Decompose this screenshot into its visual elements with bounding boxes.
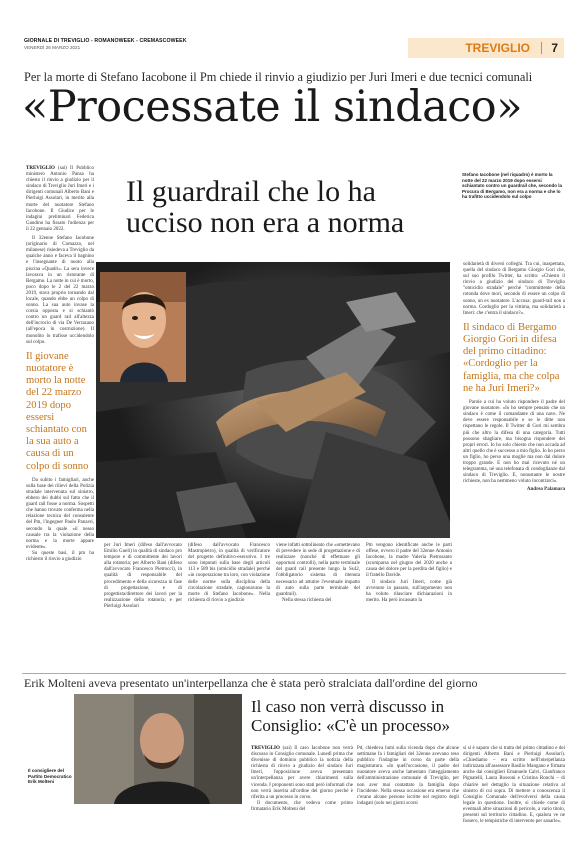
body-paragraph: Su queste basi, il pm ha richiesto il rinvio a giudizio [26,550,94,562]
body-paragraph: Parole a cui ha voluto rispondere il padre del giovane nuotatore. «Io ho sempre pensato che un sindaco è come il comandante di una nave. Ne deve essere responsabile e se le ditte non rispettano le regole. Il Twitter di Gori mi sembra più che altro la difesa di una categoria. Tutti possono sbagliare, ma bisogna rispondere dei propri errori. Io ho solo chiesto che non accada ad altri quello che è successo a mio figlio. Io ho perso un figlio, ho perso una moglie ma non dal dolore troppo grande. E non ho mai ricevuto né un telegramma, né una telefonata di condoglianze dal sindaco di Treviglio. E, nonostante le nostre richieste, non ha nemmeno voluto incontrarci». [463,400,565,485]
body-paragraph: Il 32enne Stefano Iacobone (originario di Comazzo, nel milanese) risiedeva a Treviglio da qualche anno e faceva il bagnino e l'insegnante di nuoto alla piscina «Quadri». La sera invece lavorava in un ristorante di Bergamo. La notte in cui è morto, poco dopo le 2 del 22 marzo 2019, stava proprio tornando dal locale, quando ebbe un colpo di sonno. La sua auto invase la corsia opposta e si schiantò contro un guard rail all'altezza dell'incrocio di via De Verrazano (all'epoca in costruzione). Il monolito lo trafisse uccidendolo sul colpo. [26,236,94,345]
councillor-photo [74,694,242,804]
article-column-b2 [188,543,270,604]
article2-column-3 [463,746,565,825]
article-column-1 [26,166,94,563]
body-paragraph: TREVIGLIO (sai) Il Pubblico ministero Antonio Pansa ha chiesto il rinvio a giudizio per il sindaco di Treviglio Juri Imeri e i dirigenti comunali Alberto Bani e Pierluigi Assolari, in merito alla morte del nuotatore Stefano Iacobone. Il Giudice per le indagini preliminari Federica Gaudino ha fissato l'udienza per il 22 gennaio 2022. [26,166,94,232]
article-subheadline: Il guardrail che lo ha ucciso non era a norma [126,175,405,239]
body-paragraph: Il sindaco Juri Imeri, come già avvenuto in passato, sull'argomento non ha voluto rilasciare dichiarazioni in merito. Ha però incassato la [366,579,452,603]
body-paragraph: (difeso dall'avvocato Francesco Mastropietro), in qualità di verificatore del progetto definitivo-esecutivo. I tre sono imputati sulla base degli articoli 113 e 589 bis (omicidio stradale) perché «in cooperazione tra loro, con violazione delle norme sulla disciplina della circolazione stradale, cagionavano la morte di Stefano Iacobone». Nella richiesta di rinvio a giudizio [188,543,270,603]
article-column-b3 [276,543,360,604]
author-byline: Andrea Palamara [526,487,565,493]
victim-portrait-inset [100,272,186,382]
header-separator [541,42,542,54]
article-headline: «Processate il sindaco» [22,82,523,132]
article-column-b1 [104,543,182,610]
article-column-right [463,262,565,493]
body-paragraph: Il documento, che vedeva come primo firmatario Erik Molteni del [251,800,353,812]
councillor-illustration [74,694,242,804]
article2-kicker: Erik Molteni aveva presentato un'interpellanza che è stata però stralciata dall'ordine del giorno [24,676,478,690]
body-paragraph: TREVIGLIO (sai) Il caso Iacobone non verrà discusso in Consiglio comunale. Lunedì prima che divenisse di dominio pubblico la notizia della richiesta di rinvio a giudizio del sindaco Juri Imeri, l'opposizione aveva presentato un'interpellanza per avere chiarimenti sulla vicenda. I proponenti sono stati però informati che non verrà inserita all'ordine del giorno perché è riferita a un processo in corso. [251,746,353,800]
issue-date: VENERDÌ 26 MARZO 2021 [24,45,81,50]
article2-column-2 [357,746,459,807]
publication-name: GIORNALE DI TREVIGLIO - ROMANOWEEK - CREMASCOWEEK [24,38,187,44]
body-paragraph: Pm vengono identificate anche le parti offese, ovvero il padre del 32enne Antonio Iacobone, la madre Valeria Pietrosanto (scomparsa nel giugno del 2020 anche a causa del dolore per la perdita del figlio) e il fratello Davide. [366,543,452,579]
pull-quote: Il giovane nuotatore è morto la notte del 22 marzo 2019 dopo essersi schiantato con la sua auto a causa di un colpo di sonno [26,350,89,472]
portrait-illustration [100,272,186,382]
publication-block [24,38,187,50]
article-divider [22,673,566,674]
body-paragraph: si si è saputo che si tratta del primo cittadino e dei dirigenti Alberto Bani e Pierluigi Assolari). «Chiediamo – era scritto nell'interpellanza indirizzata all'assessore Basilio Mangano e firmata anche dai consiglieri Emanuele Calvi, Gianfranco Pignatelli, Laura Rossoni e Cristina Ronchi – di chiarire nel dettaglio la situazione relativa al sinistro di cui sopra. Di mettere a conoscenza il Consiglio Comunale dell'evolversi della causa legale in questione. Inoltre, si chiede come di eventuali altre situazioni di pericolo, a vario titolo, presenti sul territorio cittadino. E, qualora ve ne fossero, le tempistiche di intervento per sanarle». [463,746,565,825]
body-paragraph: per Juri Imeri (difeso dall'avvocato Emilio Gueli) in qualità di sindaco pro tempore e di committente dei lavori alla rotatoria; per Alberto Bani (difeso dall'avvocato Francesco Pietrocci), in qualità di responsabile del procedimento e della sicurezza in fase di progettazione, e di progettista/direttore dei lavori per la realizzazione della rotatoria; e per Pierluigi Assolari [104,543,182,609]
body-paragraph: Da subito i famigliari, anche sulla base dei rilievi della Polizia stradale intervenuta sul sinistro, ebbero dei dubbi sul fatto che il guard rail fosse a norma. Sospetti che hanno trovato conferma nella relazione tecnica del consulente del Pm, l'ingegner Paolo Panzeri, secondo la quale «il nesso causale tra la violazione della norma e la morte appare evidente». [26,477,94,550]
article2-column-1 [251,746,353,813]
article-kicker: Per la morte di Stefano Iacobone il Pm chiede il rinvio a giudizio per Juri Imeri e due tecnici comunali [24,70,533,84]
page-number: 7 [551,41,558,55]
section-name: TREVIGLIO [465,41,530,55]
body-paragraph: viene infatti sottolineato che «omettevano di prevedere in sede di progettazione e di realizzare (nonché di effettuare gli opportuni controlli), nella parte terminale del guard rail presente lungo la Ss42, l'obbligatorio sistema di ritenuta necessario ad attutire l'eventuale impatto di auto sulla parte terminale del guardrail). [276,543,360,597]
body-paragraph: Pd, chiedeva lumi sulla vicenda dopo che alcune settimane fa i famigliari del 32enne avevano reso pubblico l'indagine in corso da parte della magistratura. «In quell'occasione, il padre del nuotatore aveva anche lamentato l'atteggiamento dell'amministrazione comunale di Treviglio, per non aver mai contattato la famiglia dopo l'incidente. Nella stessa occasione era emerso che c'erano alcune persone iscritte nel registro degli indagati (solo nei giorni scorsi [357,746,459,806]
article2-headline: Il caso non verrà discusso in Consiglio: «C'è un processo» [251,697,451,735]
photo-caption: Il consigliere del Partito Democratico Erik Molteni [28,768,72,785]
section-band [408,38,564,58]
body-paragraph: solidarietà di diversi colleghi. Tra cui, inaspettata, quella del sindaco di Bergamo Giorgio Gori che, sul suo profilo Twitter, ha scritto: «Chiesto il rinvio a giudizio del sindaco di Treviglio "omicidio stradale" perché "committente della rotonda dove morì, secondo di essere un colpo di sonno, un ex nuotatore. L'accusa: guard-rail non a norma. Cordoglio per la vittima, ma solidarietà a Imeri: che c'entra il sindaco?». [463,262,565,316]
body-paragraph: Nella stessa richiesta del [282,597,332,603]
page-header [24,38,564,62]
photo-caption: Stefano Iacobone (nel riquadro) è morto la notte del 22 marzo 2019 dopo essersi schiantato contro un guardrail che, secondo la Procura di Bergamo, non era a norma e che lo ha trafitto uccidendolo sul colpo [462,172,563,200]
pull-quote: Il sindaco di Bergamo Giorgio Gori in difesa del primo cittadino: «Cordoglio per la famiglia, ma che colpa ne ha Juri Imeri?» [463,321,560,394]
article-column-b4 [366,543,452,604]
